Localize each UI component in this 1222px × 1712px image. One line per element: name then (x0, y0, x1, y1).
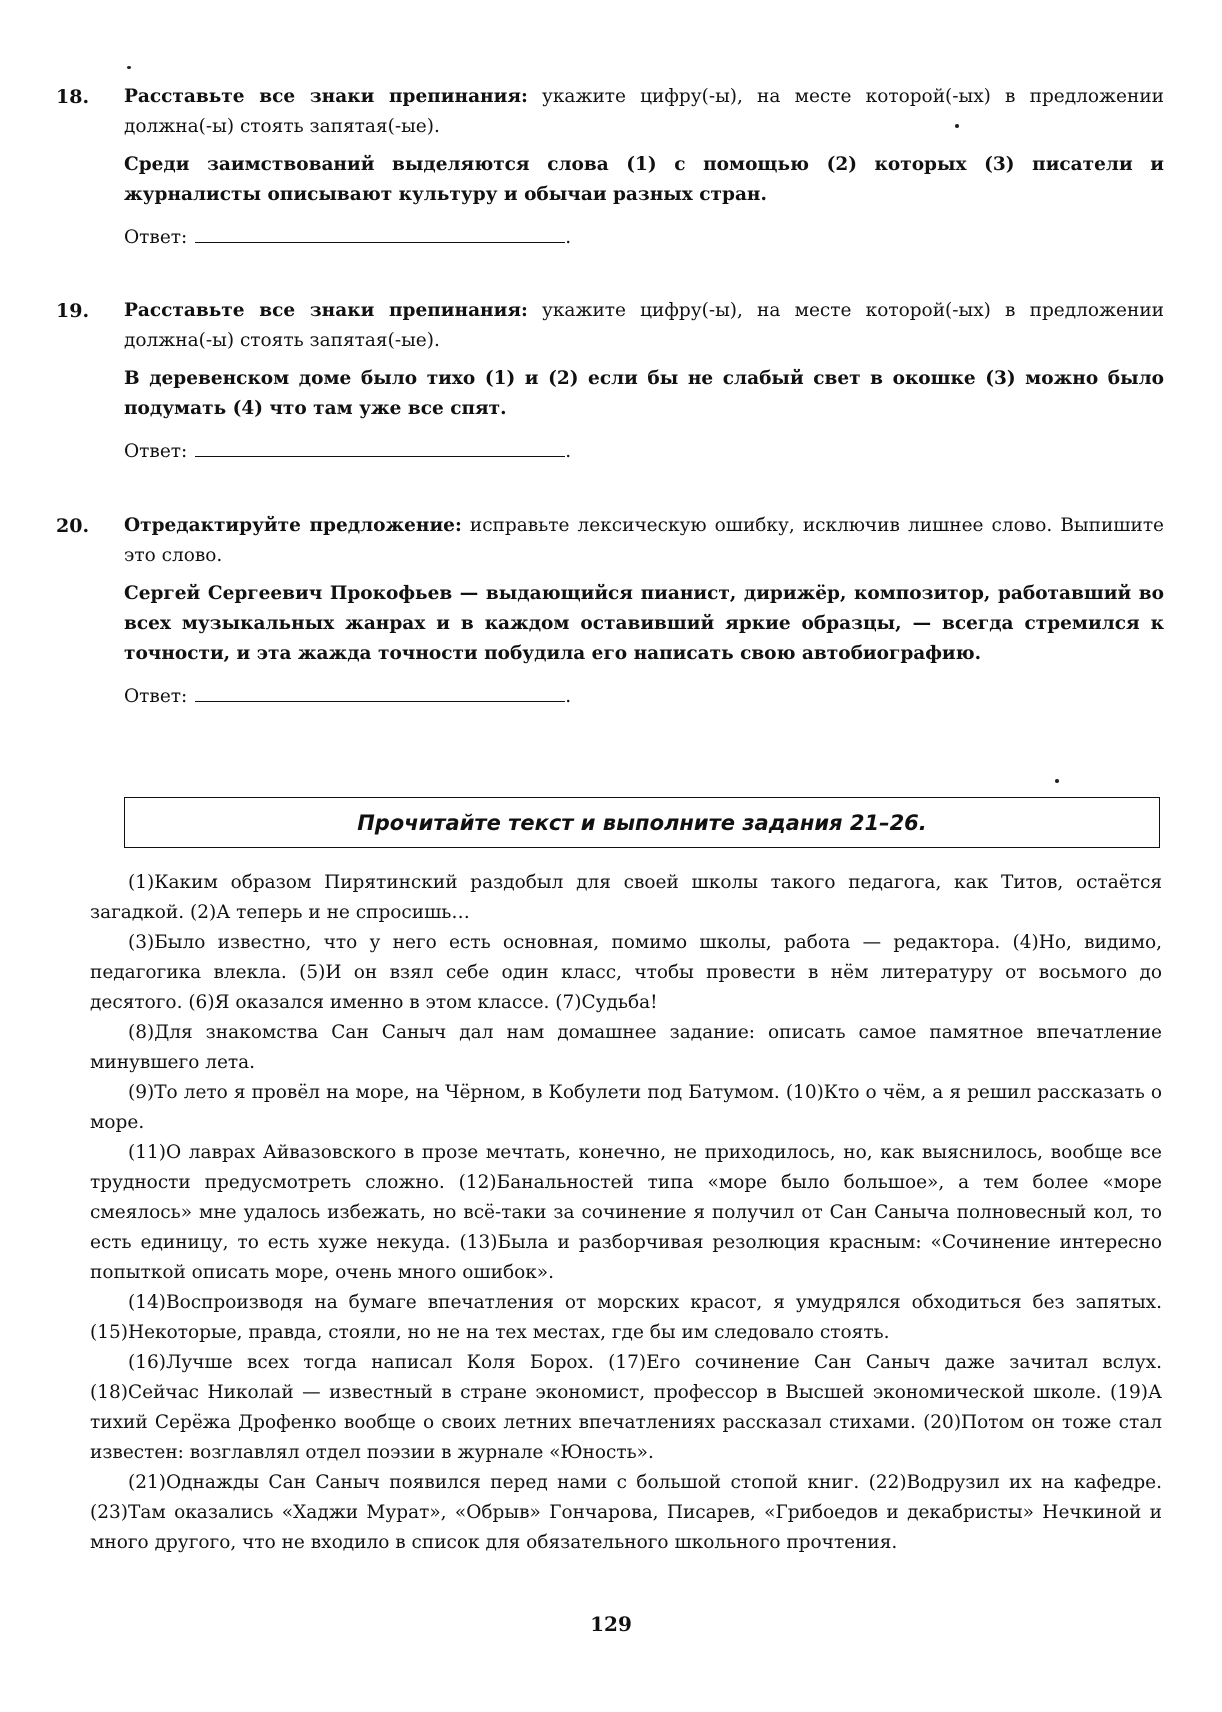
page-number: 129 (590, 1612, 632, 1636)
reading-paragraph: (9)То лето я провёл на море, на Чёрном, в Кобулети под Батумом. (10)Кто о чём, а я решил рассказать о море. (90, 1082, 1162, 1133)
answer-label: Ответ: (124, 686, 188, 707)
answer-period: . (565, 441, 572, 462)
task-sentence: Сергей Сергеевич Прокофьев — выдающийся пианист, дирижёр, композитор, работавший во всех музыкальных жанрах и в каждом оставивший яркие образцы, — всегда стремился к точности, и эта жажда точности побудила его написать свою автобиографию. (124, 583, 1164, 664)
reading-paragraph: (1)Каким образом Пирятинский раздобыл для своей школы такого педагога, как Титов, остаётся загадкой. (2)А теперь и не спросишь… (90, 872, 1162, 923)
answer-label: Ответ: (124, 227, 188, 248)
scan-speck (1055, 779, 1059, 783)
answer-label: Ответ: (124, 441, 188, 462)
task-number: 20. (56, 515, 90, 537)
instruction-text: исправьте лексическую ошибку, исключив лишнее слово. Выпишите это слово. (124, 515, 1165, 566)
instruction-text: укажите цифру(-ы), на месте которой(-ых) в предложении должна(-ы) стоять запятая(-ые). (124, 300, 1164, 351)
task-instruction (124, 511, 1164, 571)
instruction-bold: Расставьте все знаки препинания: (124, 86, 528, 107)
reading-header: Прочитайте текст и выполните задания 21–26. (124, 797, 1160, 848)
answer-row (124, 222, 1164, 253)
scan-speck (127, 66, 131, 69)
task-18 (56, 82, 1166, 253)
answer-field[interactable] (195, 436, 565, 457)
task-19 (56, 296, 1166, 467)
task-instruction (124, 82, 1164, 142)
task-sentence: Среди заимствований выделяются слова (1) с помощью (2) которых (3) писатели и журналисты описывают культуру и обычаи разных стран. (124, 154, 1164, 205)
answer-row (124, 436, 1164, 467)
answer-row (124, 681, 1164, 712)
answer-period: . (565, 686, 572, 707)
task-20 (56, 511, 1166, 712)
reading-paragraph: (8)Для знакомства Сан Саныч дал нам домашнее задание: описать самое памятное впечатление минувшего лета. (90, 1022, 1162, 1073)
task-number: 19. (56, 300, 90, 322)
answer-period: . (565, 227, 572, 248)
instruction-bold: Расставьте все знаки препинания: (124, 300, 528, 321)
task-number: 18. (56, 86, 90, 108)
reading-paragraph: (16)Лучше всех тогда написал Коля Борох. (17)Его сочинение Сан Саныч даже зачитал вслух. (18)Сейчас Николай — известный в стране экономист, профессор в Высшей экономической школе. (19)А тихий Серёжа Дрофенко вообще о своих летних впечатлениях рассказал стихами. (20)Потом он тоже стал известен: возглавлял отдел поэзии в журнале «Юность». (90, 1352, 1162, 1463)
instruction-bold: Отредактируйте предложение: (124, 515, 462, 536)
task-instruction (124, 296, 1164, 356)
reading-paragraph: (21)Однажды Сан Саныч появился перед нами с большой стопой книг. (22)Водрузил их на кафедре. (23)Там оказались «Хаджи Мурат», «Обрыв» Гончарова, Писарев, «Грибоедов и декабристы» Нечкиной и много другого, что не входило в список для обязательного школьного прочтения. (90, 1472, 1162, 1553)
reading-paragraph: (3)Было известно, что у него есть основная, помимо школы, работа — редактора. (4)Но, видимо, педагогика влекла. (5)И он взял себе один класс, чтобы провести в нём литературу от восьмого до десятого. (6)Я оказался именно в этом классе. (7)Судьба! (90, 932, 1162, 1013)
instruction-text: укажите цифру(-ы), на месте которой(-ых) в предложении должна(-ы) стоять запятая(-ые). (124, 86, 1164, 137)
reading-paragraph: (11)О лаврах Айвазовского в прозе мечтать, конечно, не приходилось, но, как выяснилось, вообще все трудности предусмотреть сложно. (12)Банальностей типа «море было большое», а тем более «море смеялось» мне удалось избежать, но всё-таки за сочинение я получил от Сан Саныча полновесный кол, то есть единицу, то есть хуже некуда. (13)Была и разборчивая резолюция красным: «Сочинение интересно попыткой описать море, очень много ошибок». (90, 1142, 1162, 1283)
reading-text (90, 868, 1162, 1558)
answer-field[interactable] (195, 681, 565, 702)
answer-field[interactable] (195, 222, 565, 243)
task-sentence: В деревенском доме было тихо (1) и (2) если бы не слабый свет в окошке (3) можно было подумать (4) что там уже все спят. (124, 368, 1164, 419)
reading-paragraph: (14)Воспроизводя на бумаге впечатления от морских красот, я умудрялся обходиться без запятых. (15)Некоторые, правда, стояли, но не на тех местах, где бы им следовало стоять. (90, 1292, 1162, 1343)
